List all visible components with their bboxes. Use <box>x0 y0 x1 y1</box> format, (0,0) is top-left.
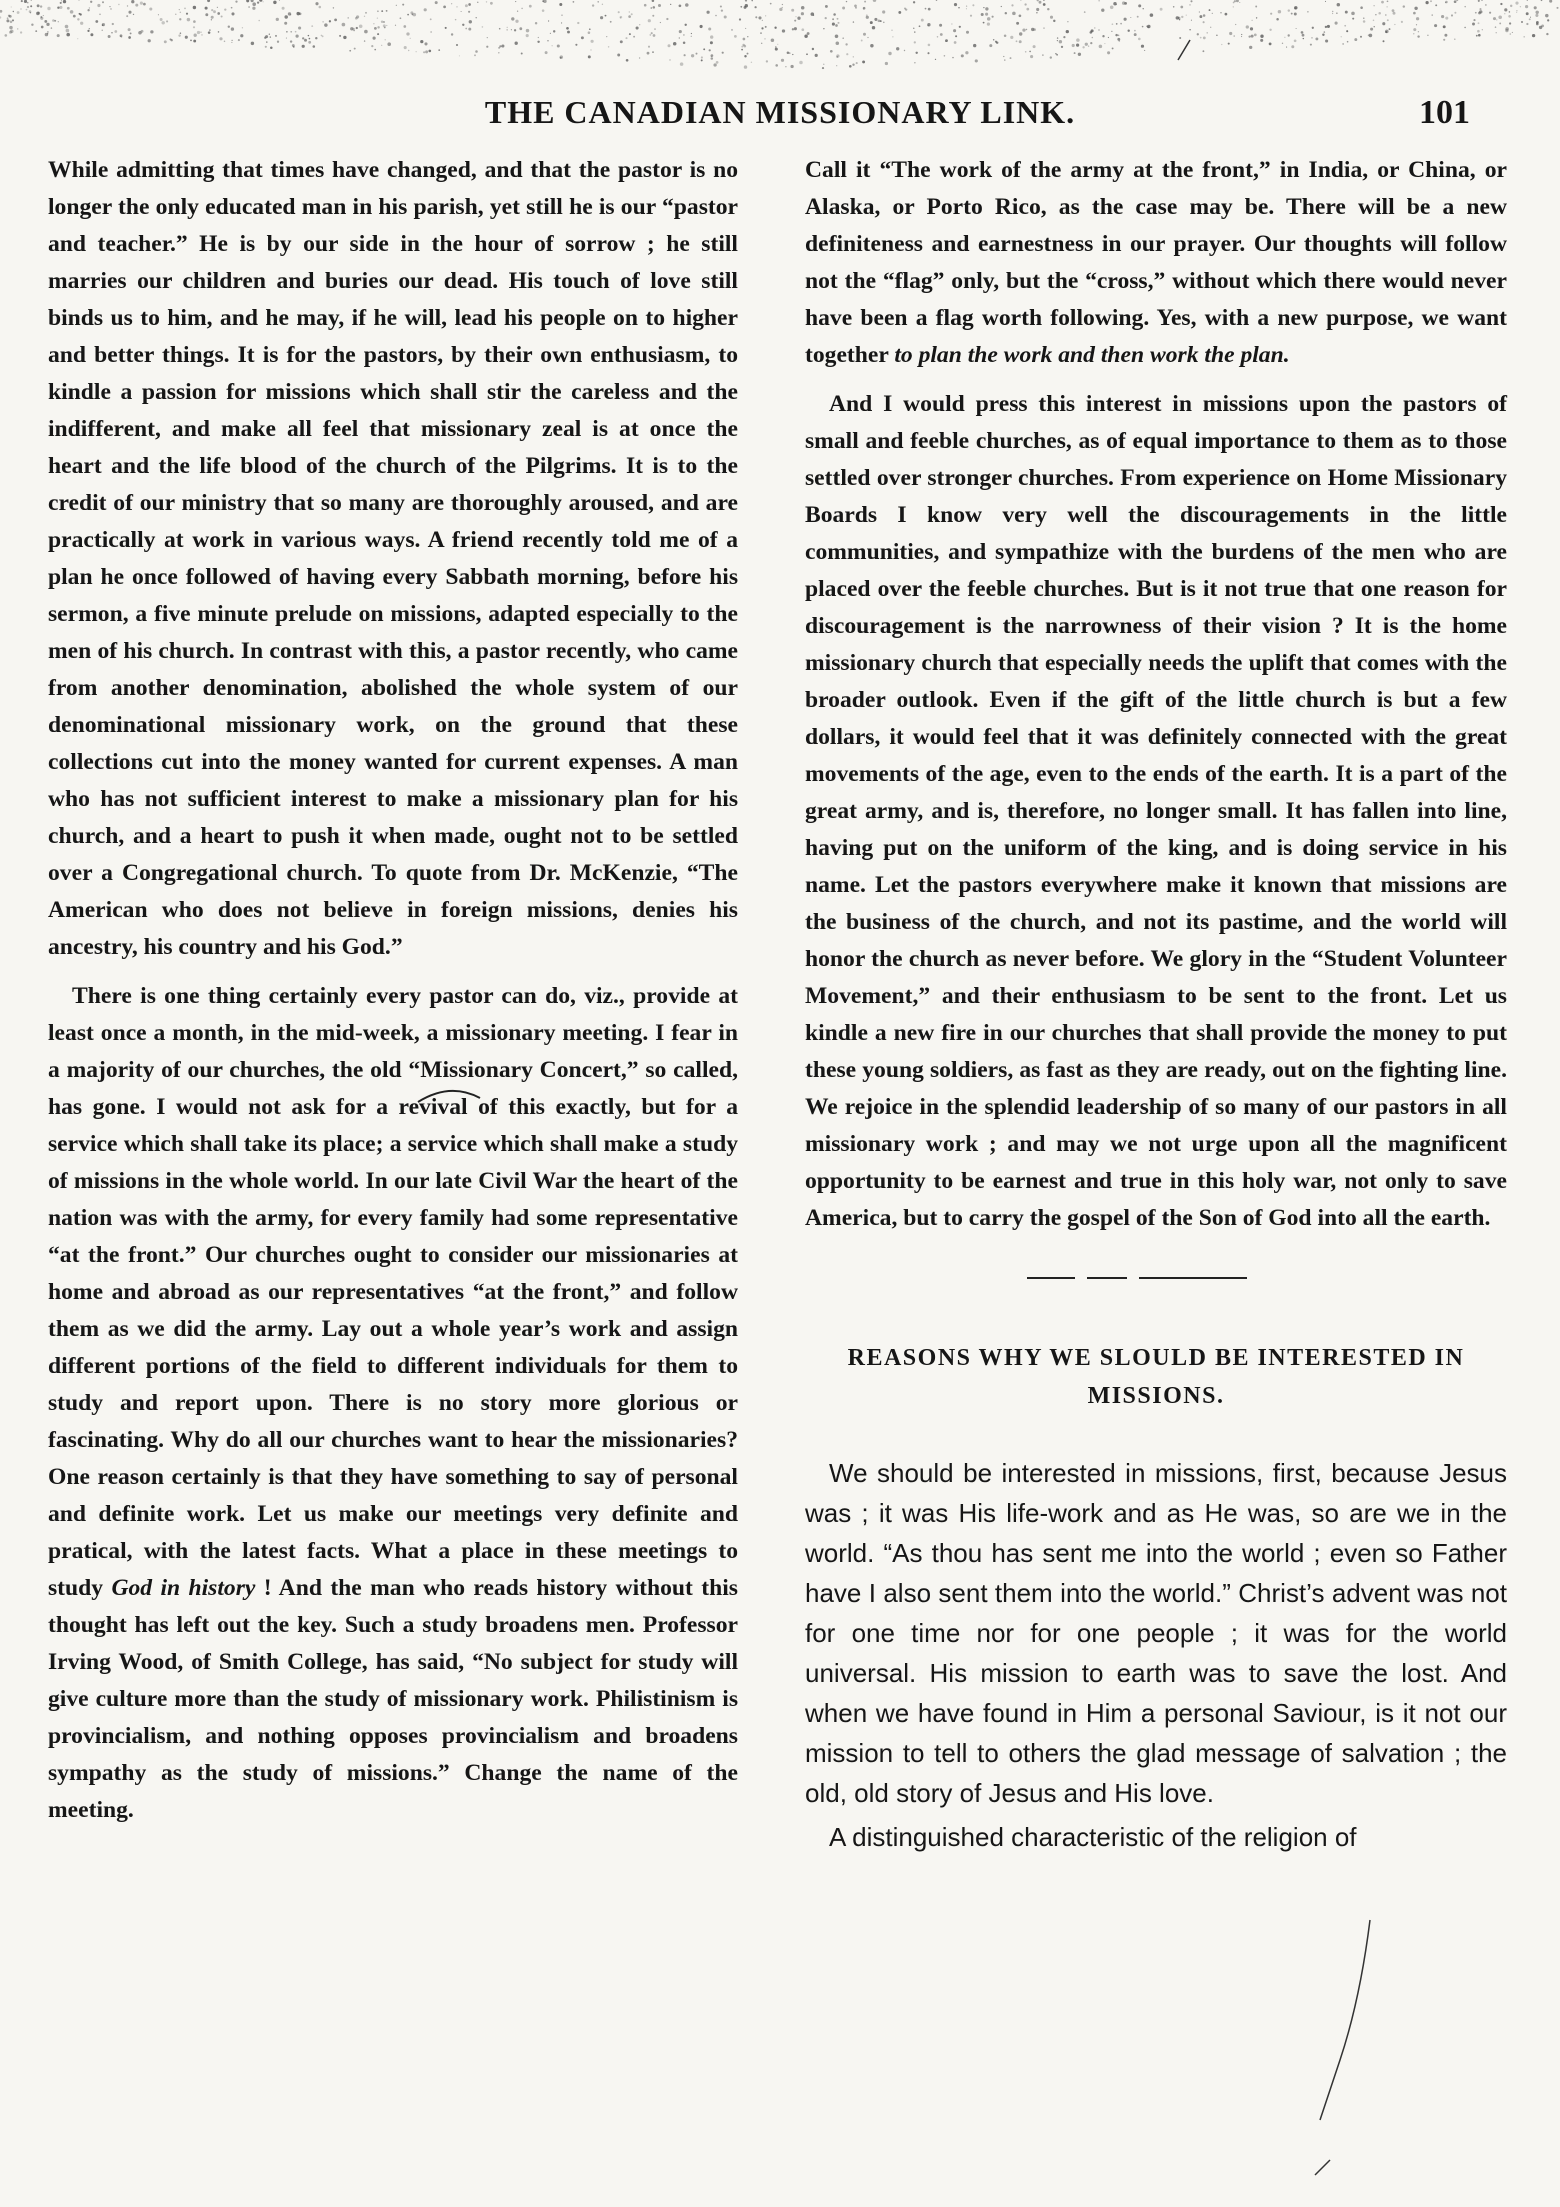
section-heading: REASONS WHY WE SLOULD BE INTERESTED IN MISSIONS. <box>847 1345 1465 1409</box>
left-paragraph-2: There is one thing certainly every pastor can do, viz., provide at least once a month, in the mid-week, a missionary meeting. I fear in a majority of our churches, the old “Missionary Concert,” so called, has gone. I would not ask for a revival of this exactly, but for a service which shall take its place; a service which shall make a study of missions in the whole world. In our late Civil War the heart of the nation was with the army, for every family had some representative “at the front.” Our churches ought to consider our missionaries at home and abroad as our representatives “at the front,” and follow them as we did the army. Lay out a whole year’s work and assign different portions of the field to different individuals for them to study and report upon. There is no story more glorious or fascinating. Why do all our churches want to hear the missionaries? One reason certainly is that they have something to say of personal and definite work. Let us make our meetings very definite and pratical, with the latest facts. What a place in these meetings to study God in history ! And the man who reads history without this thought has left out the key. Such a study broadens men. Professor Irving Wood, of Smith College, has said, “No subject for study will give culture more than the study of missionary work. Philistinism is provincialism, and nothing opposes provincialism and broadens sympathy as the study of missions.” Change the name of the meeting. <box>48 983 738 1823</box>
running-title: THE CANADIAN MISSIONARY LINK. <box>484 94 1076 130</box>
right-column <box>805 152 1507 1857</box>
page-number: 101 <box>1419 94 1470 131</box>
left-column <box>48 152 738 1829</box>
right-paragraph-2: And I would press this interest in missions upon the pastors of small and feeble churches, as of equal importance to them as to those settled over stronger churches. From experience on Home Missionary Boards I know very well the discouragements in the little communities, and sympathize with the burdens of the men who are placed over the feeble churches. But is it not true that one reason for discouragement is the narrowness of their vision ? It is the home missionary church that especially needs the uplift that comes with the broader outlook. Even if the gift of the little church is but a few dollars, it would feel that it was definitely connected with the great movements of the age, even to the ends of the earth. It is a part of the great army, and is, therefore, no longer small. It has fallen into line, having put on the uniform of the king, and is doing service in his name. Let the pastors everywhere make it known that missions are the business of the church, and not its pastime, and the world will honor the church as never before. We glory in the “Student Volunteer Movement,” and their enthusiasm to be sent to the front. Let us kindle a new fire in our churches that shall provide the money to put these young soldiers, as fast as they are ready, out on the fighting line. We rejoice in the splendid leadership of so many of our pastors in all missionary work ; and may we not urge upon all the magnificent opportunity to be earnest and true in this holy war, not only to save America, but to carry the gospel of the Son of God into all the earth. <box>805 391 1507 1231</box>
section-body <box>805 1453 1507 1857</box>
page-header <box>0 86 1560 146</box>
left-paragraph-1: While admitting that times have changed, and that the pastor is no longer the only educated man in his parish, yet still he is our “pastor and teacher.” He is by our side in the hour of sorrow ; he still marries our children and buries our dead. His touch of love still binds us to him, and he may, if he will, lead his people on to higher and better things. It is for the pastors, by their own enthusiasm, to kindle a passion for missions which shall stir the careless and the indifferent, and make all feel that missionary zeal is at once the heart and the life blood of the church of the Pilgrims. It is to the credit of our ministry that so many are thoroughly aroused, and are practically at work in various ways. A friend recently told me of a plan he once followed of having every Sabbath morning, before his sermon, a five minute prelude on missions, adapted especially to the men of his church. In contrast with this, a pastor recently, who came from another denomination, abolished the whole system of our denominational missionary work, on the ground that these collections cut into the money wanted for current expenses. A man who has not sufficient interest to make a missionary plan for his church, and a heart to push it when made, ought not to be settled over a Congregational church. To quote from Dr. McKenzie, “The American who does not believe in foreign missions, denies his ancestry, his country and his God.” <box>48 157 738 960</box>
section-divider <box>805 1259 1507 1299</box>
right-paragraph-1: Call it “The work of the army at the front,” in India, or China, or Alaska, or Porto Rico, as the case may be. There will be a new definiteness and earnestness in our prayer. Our thoughts will follow not the “flag” only, but the “cross,” without which there would never have been a flag worth following. Yes, with a new purpose, we want together to plan the work and then work the plan. <box>805 157 1507 368</box>
section-paragraph-2: A distinguished characteristic of the religion of <box>829 1822 1357 1852</box>
section-paragraph-1: We should be interested in missions, first, because Jesus was ; it was His life-work and as He was, so are we in the world. “As thou has sent me into the world ; even so Father have I also sent them into the world.” Christ’s advent was not for one time nor for one people ; it was for the world universal. His mission to earth was to save the lost. And when we have found in Him a personal Saviour, is it not our mission to tell to others the glad message of salvation ; the old, old story of Jesus and His love. <box>805 1458 1507 1808</box>
scan-noise-top <box>0 0 1560 90</box>
